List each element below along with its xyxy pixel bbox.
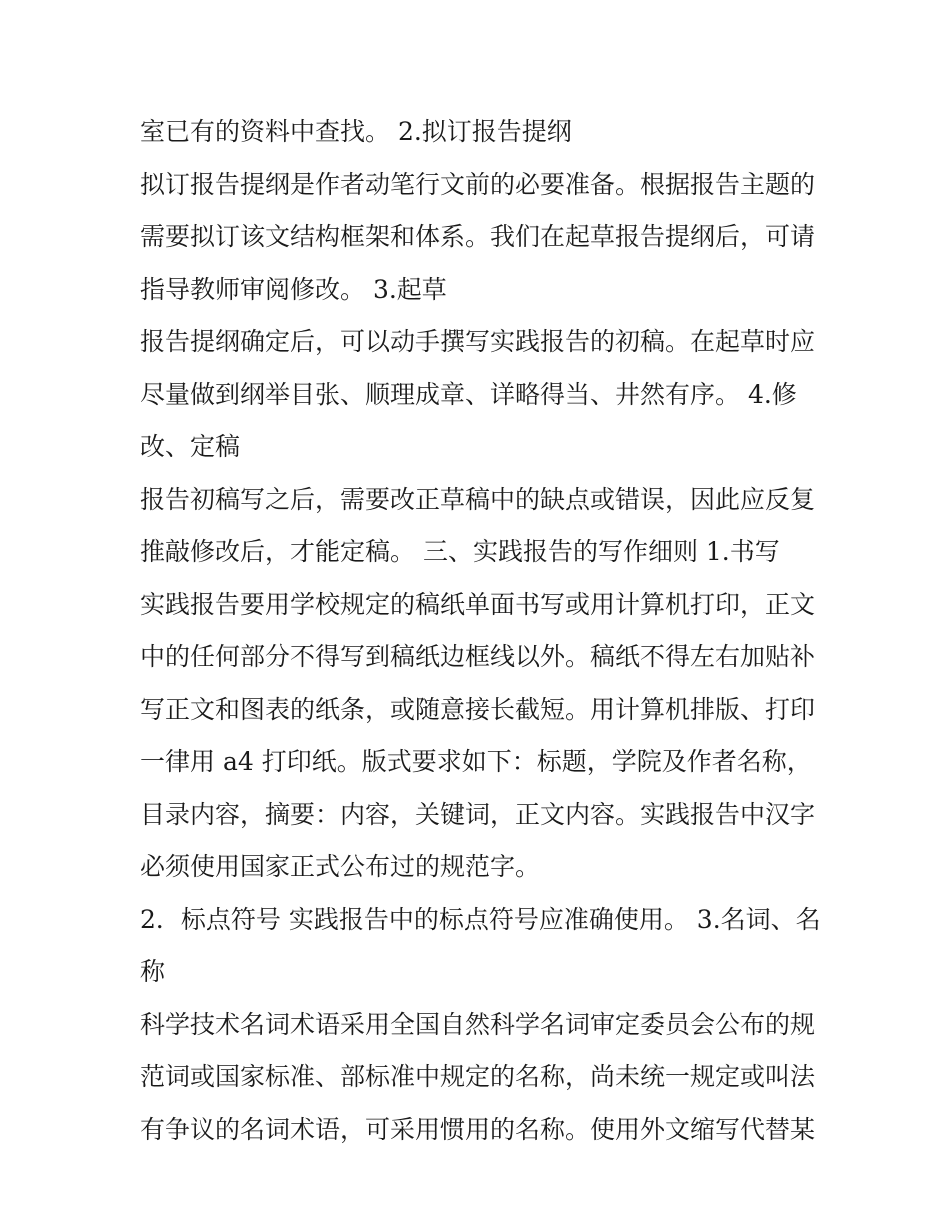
text-line: 报告提纲确定后，可以动手撰写实践报告的初稿。在起草时应: [140, 327, 816, 356]
text-line: 改、定稿: [140, 432, 241, 461]
text-line: 写正文和图表的纸条，或随意接长截短。用计算机排版、打印: [140, 694, 816, 724]
document-body: [140, 106, 830, 1156]
text-line: 尽量做到纲举目张、顺理成章、详略得当、井然有序。 4.修: [140, 379, 797, 409]
text-line: 2．标点符号 实践报告中的标点符号应准确使用。 3.名词、名: [140, 904, 821, 934]
text-line: 室已有的资料中查找。 2.拟订报告提纲: [140, 117, 572, 146]
text-line: 实践报告要用学校规定的稿纸单面书写或用计算机打印，正文: [140, 589, 816, 619]
text-line: 科学技术名词术语采用全国自然科学名词审定委员会公布的规: [140, 1009, 816, 1039]
text-line: 推敲修改后，才能定稿。 三、实践报告的写作细则 1.书写: [140, 537, 780, 566]
text-line: 一律用 a4 打印纸。版式要求如下：标题，学院及作者名称，: [140, 747, 812, 776]
text-line: 报告初稿写之后，需要改正草稿中的缺点或错误，因此应反复: [140, 484, 816, 514]
text-line: 需要拟订该文结构框架和体系。我们在起草报告提纲后，可请: [140, 222, 816, 251]
text-line: 拟订报告提纲是作者动笔行文前的必要准备。根据报告主题的: [140, 169, 816, 199]
text-line: 指导教师审阅修改。 3.起草: [140, 274, 447, 304]
text-line: 范词或国家标准、部标准中规定的名称，尚未统一规定或叫法: [140, 1062, 816, 1091]
text-line: 有争议的名词术语，可采用惯用的名称。使用外文缩写代替某: [140, 1114, 816, 1144]
text-line: 目录内容，摘要：内容，关键词，正文内容。实践报告中汉字: [140, 799, 816, 829]
text-line: 称: [140, 957, 166, 986]
text-line: 中的任何部分不得写到稿纸边框线以外。稿纸不得左右加贴补: [140, 642, 816, 671]
text-line: 必须使用国家正式公布过的规范字。: [140, 852, 541, 881]
